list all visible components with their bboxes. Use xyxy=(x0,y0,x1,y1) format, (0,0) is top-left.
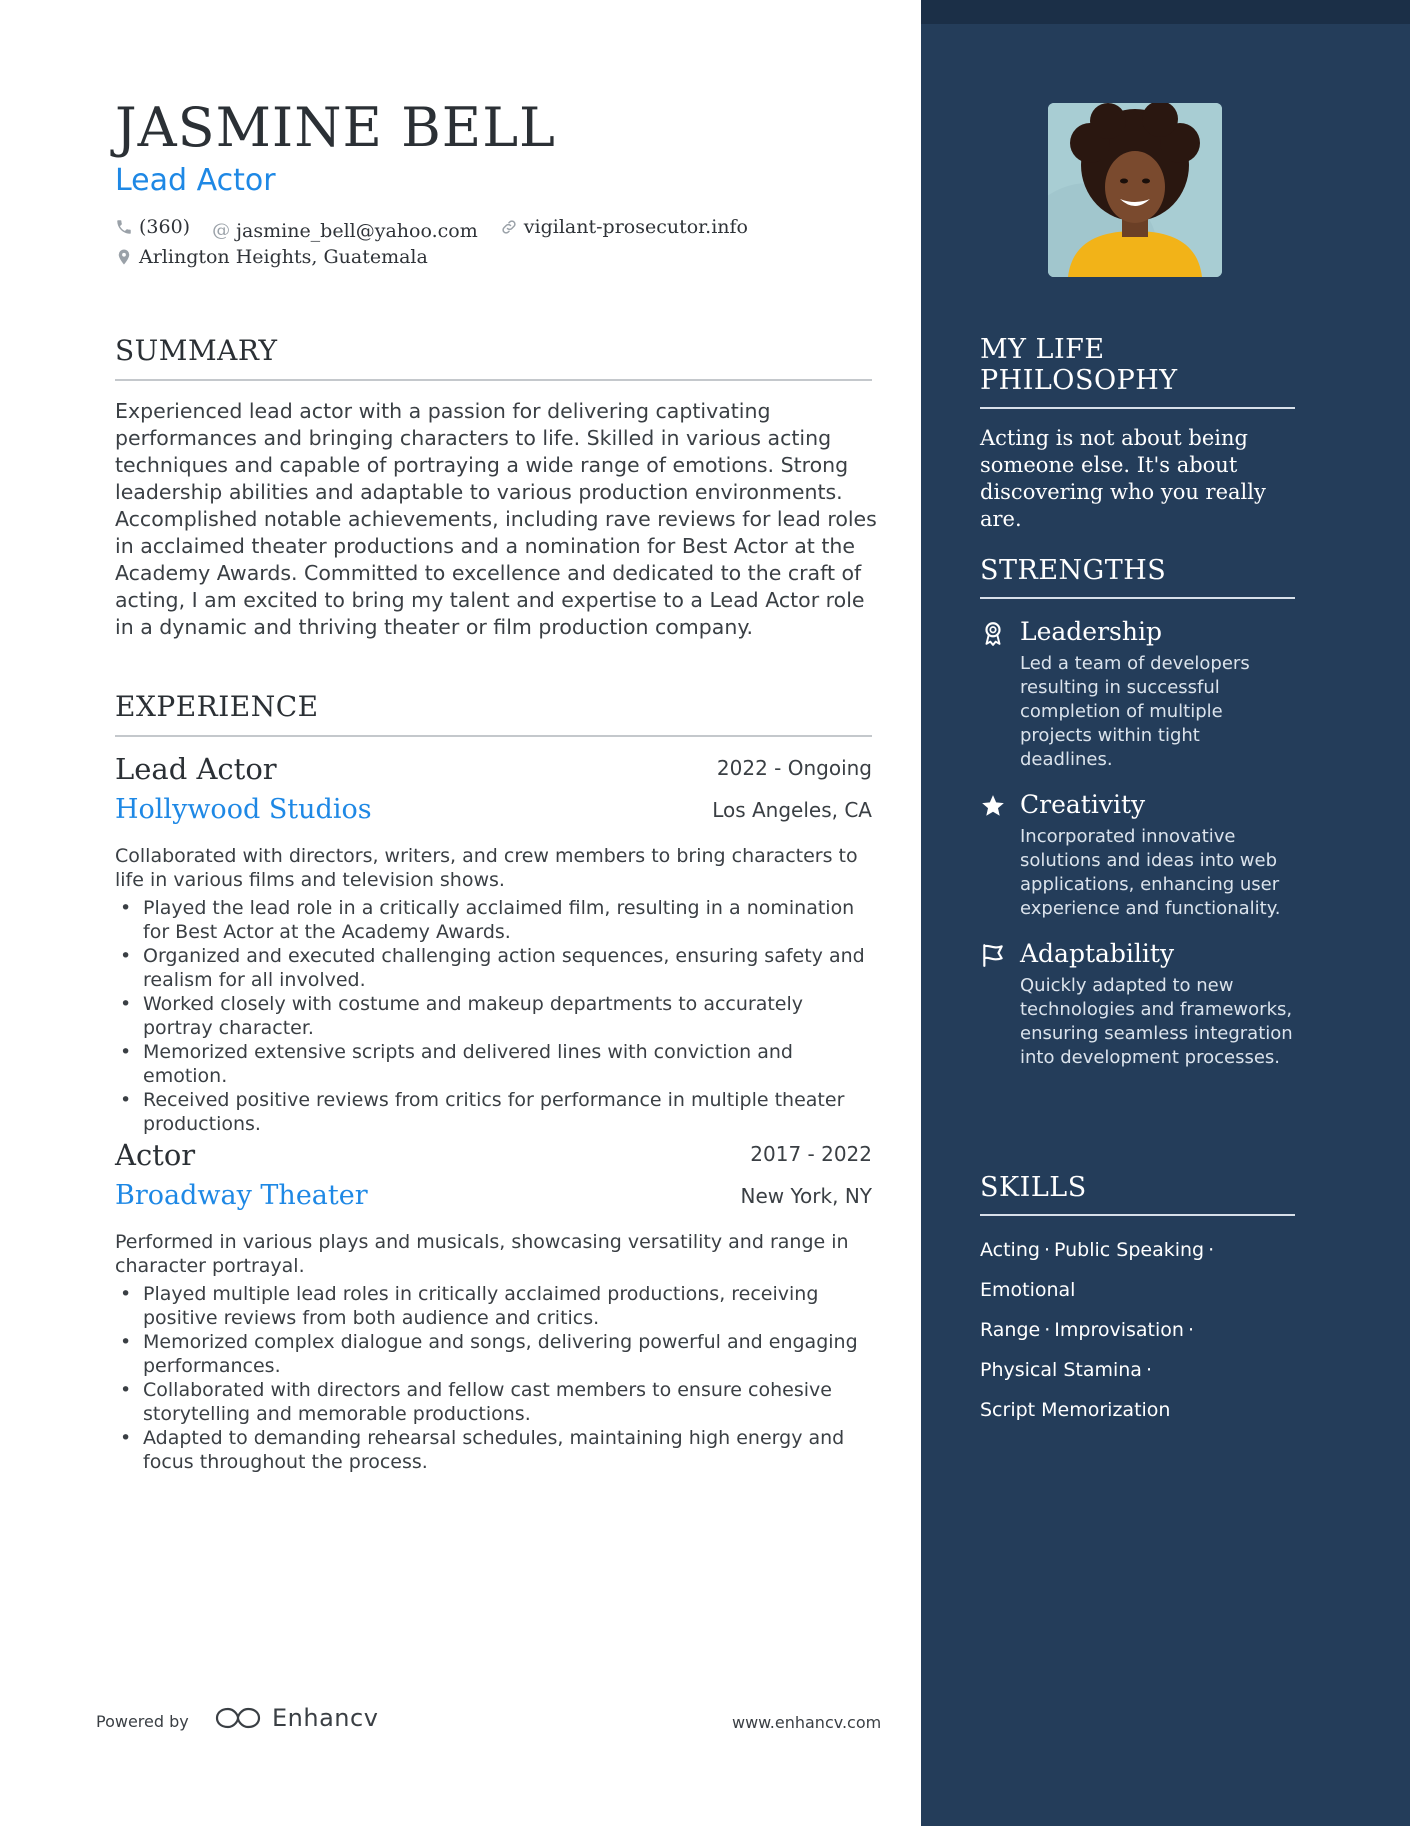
profile-photo xyxy=(1048,103,1222,277)
job-bullets xyxy=(115,1282,872,1474)
job-location: New York, NY xyxy=(740,1184,872,1208)
job-bullets xyxy=(115,896,872,1136)
summary-text: Experienced lead actor with a passion for delivering captivating performances and bringing characters to life. Skilled in various acting techniques and capable of portraying a wide range of emotions. Strong leadership abilities and adaptable to various production environments. Accomplished notable achievements, including rave reviews for lead roles in acclaimed theater productions and a nomination for Best Actor at the Academy Awards. Committed to excellence and dedicated to the craft of acting, I am excited to bring my talent and expertise to a Lead Actor role in a dynamic and thriving theater or film production company. xyxy=(115,399,877,639)
sidebar-top-bar xyxy=(921,0,1410,24)
job-bullet: • Played multiple lead roles in critically acclaimed productions, receiving positive reviews from both audience and critics. xyxy=(115,1282,872,1330)
award-icon xyxy=(980,620,1006,646)
job-description: Collaborated with directors, writers, and crew members to bring characters to life in various films and television shows. xyxy=(115,845,858,891)
strengths-heading: STRENGTHS xyxy=(980,555,1295,599)
job-bullet: • Memorized complex dialogue and songs, delivering powerful and engaging performances. xyxy=(115,1330,872,1378)
strength-description: Quickly adapted to new technologies and frameworks, ensuring seamless integration into development processes. xyxy=(1020,975,1293,1068)
skill-tag: Emotional Range xyxy=(980,1279,1076,1341)
enhancv-logo-icon xyxy=(214,1705,262,1731)
strengths-section xyxy=(980,555,1295,1070)
email-text[interactable]: jasmine_bell@yahoo.com xyxy=(236,220,478,242)
star-icon xyxy=(980,793,1006,819)
phone-icon xyxy=(115,218,133,236)
location-pin-icon xyxy=(115,248,133,266)
job-company: Broadway Theater xyxy=(115,1180,368,1211)
job-dates: 2022 - Ongoing xyxy=(716,756,872,780)
strength-description: Led a team of developers resulting in successful completion of multiple projects within tight deadlines. xyxy=(1020,653,1250,770)
strength-title: Creativity xyxy=(1020,790,1146,819)
skill-tag: Public Speaking xyxy=(1054,1239,1205,1261)
location-row xyxy=(115,246,444,271)
strength-item xyxy=(980,790,1295,921)
job-bullet: • Received positive reviews from critics for performance in multiple theater productions. xyxy=(115,1088,872,1136)
enhancv-brand: Enhancv xyxy=(272,1704,379,1732)
job-company: Hollywood Studios xyxy=(115,794,372,825)
skill-tag: Acting xyxy=(980,1239,1040,1261)
job-location: Los Angeles, CA xyxy=(712,798,872,822)
powered-by-label: Powered by xyxy=(96,1712,189,1731)
candidate-name: JASMINE BELL xyxy=(115,96,556,159)
philosophy-quote: Acting is not about being someone else. It's about discovering who you really are. xyxy=(980,426,1266,531)
job-dates: 2017 - 2022 xyxy=(750,1142,872,1166)
sidebar xyxy=(921,0,1410,1826)
skills-heading: SKILLS xyxy=(980,1172,1295,1216)
strength-item xyxy=(980,939,1295,1070)
job-bullet: • Played the lead role in a critically acclaimed film, resulting in a nomination for Best Actor at the Academy Awards. xyxy=(115,896,872,944)
skill-tag: Physical Stamina xyxy=(980,1359,1142,1381)
job-description: Performed in various plays and musicals, showcasing versatility and range in character portrayal. xyxy=(115,1231,849,1277)
job-bullet: • Adapted to demanding rehearsal schedules, maintaining high energy and focus throughout the process. xyxy=(115,1426,872,1474)
link-icon xyxy=(500,218,518,236)
job-entry xyxy=(115,1138,872,1474)
at-icon: @ xyxy=(212,220,231,241)
philosophy-heading: MY LIFE PHILOSOPHY xyxy=(980,334,1295,409)
job-bullet: • Worked closely with costume and makeup departments to accurately portray character. xyxy=(115,992,872,1040)
profile-photo-illustration xyxy=(1048,103,1222,277)
phone-text: (360) xyxy=(139,216,191,238)
skill-tag: Script Memorization xyxy=(980,1399,1171,1421)
job-bullet: • Collaborated with directors and fellow cast members to ensure cohesive storytelling and memorable productions. xyxy=(115,1378,872,1426)
candidate-role: Lead Actor xyxy=(115,163,276,198)
experience-heading: EXPERIENCE xyxy=(115,690,872,737)
contact-website[interactable] xyxy=(500,216,748,238)
strength-description: Incorporated innovative solutions and ideas into web applications, enhancing user experience and functionality. xyxy=(1020,826,1281,919)
enhancv-logo[interactable] xyxy=(214,1704,378,1732)
strength-title: Adaptability xyxy=(1020,939,1175,968)
contact-email[interactable] xyxy=(212,220,478,242)
flag-icon xyxy=(980,942,1006,968)
job-bullet: • Memorized extensive scripts and delivered lines with conviction and emotion. xyxy=(115,1040,872,1088)
footer-website[interactable]: www.enhancv.com xyxy=(732,1713,882,1732)
skill-tag: Improvisation xyxy=(1054,1319,1184,1341)
job-title: Lead Actor xyxy=(115,752,277,786)
summary-heading: SUMMARY xyxy=(115,334,872,381)
philosophy-section xyxy=(980,334,1295,533)
skills-section xyxy=(980,1172,1295,1430)
skills-list: Acting · Public Speaking · Emotional Range · Improvisation · Physical Stamina · Script Memorization xyxy=(980,1239,1215,1421)
job-entry xyxy=(115,752,872,1136)
strength-item xyxy=(980,617,1295,772)
job-bullet: • Organized and executed challenging action sequences, ensuring safety and realism for all involved. xyxy=(115,944,872,992)
job-title: Actor xyxy=(115,1138,196,1172)
contact-row xyxy=(115,216,764,242)
website-text[interactable]: vigilant-prosecutor.info xyxy=(523,216,748,238)
location-text: Arlington Heights, Guatemala xyxy=(139,246,428,268)
strength-title: Leadership xyxy=(1020,617,1162,646)
contact-location xyxy=(115,246,428,268)
contact-phone xyxy=(115,216,190,238)
